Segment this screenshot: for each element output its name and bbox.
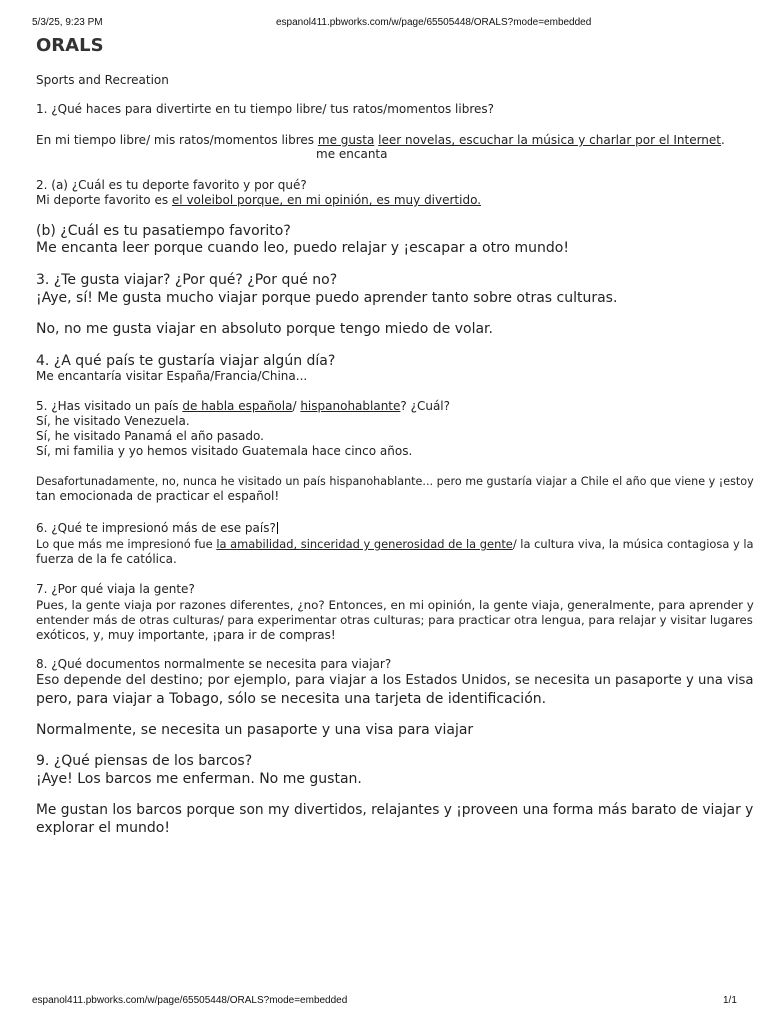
q5-answer-negative-line2: tan emocionada de practicar el español! <box>36 489 280 503</box>
q8-answer-normal: Normalmente, se necesita un pasaporte y una visa para viajar <box>36 722 474 738</box>
q9-answer-negative: ¡Aye! Los barcos me enferman. No me gustan. <box>36 771 362 787</box>
q7-answer-line1: Pues, la gente viaja por razones diferentes, ¿no? Entonces, en mi opinión, la gente viaja, generalmente, para aprender y <box>36 598 754 612</box>
text-cursor <box>277 522 278 534</box>
q3-answer-yes: ¡Aye, sí! Me gusta mucho viajar porque puedo aprender tanto sobre otras culturas. <box>36 290 618 306</box>
q1-question: 1. ¿Qué haces para divertirte en tu tiempo libre/ tus ratos/momentos libres? <box>36 102 494 116</box>
q7-answer-line2: entender más de otras culturas/ para experimentar otras culturas; para practicar otra lengua, para relajar y visitar lugares <box>36 613 753 627</box>
q6-answer-suffix: / la cultura viva, la música contagiosa y la <box>512 537 754 551</box>
q4-question: 4. ¿A qué país te gustaría viajar algún día? <box>36 353 336 369</box>
q3-answer-no: No, no me gusta viajar en absoluto porque tengo miedo de volar. <box>36 321 493 337</box>
q6-answer-prefix: Lo que más me impresionó fue <box>36 537 217 551</box>
q5-question-slash: / <box>292 399 301 413</box>
q1-answer <box>36 133 725 148</box>
q6-question-text: 6. ¿Qué te impresionó más de ese país? <box>36 521 276 535</box>
print-datetime: 5/3/25, 9:23 PM <box>32 17 103 28</box>
q6-answer-underlined: la amabilidad, sinceridad y generosidad de la gente <box>216 537 513 551</box>
print-footer-url: espanol411.pbworks.com/w/page/65505448/ORALS?mode=embedded <box>32 995 348 1006</box>
q9-answer-positive-line2: explorar el mundo! <box>36 820 170 836</box>
print-header-url: espanol411.pbworks.com/w/page/65505448/ORALS?mode=embedded <box>276 17 592 28</box>
q2b-answer: Me encanta leer porque cuando leo, puedo relajar y ¡escapar a otro mundo! <box>36 240 569 256</box>
q6-answer-line2: fuerza de la fe católica. <box>36 552 177 566</box>
q8-question: 8. ¿Qué documentos normalmente se necesita para viajar? <box>36 657 392 671</box>
q2a-answer-prefix: Mi deporte favorito es <box>36 193 172 207</box>
q5-question-prefix: 5. ¿Has visitado un país <box>36 399 183 413</box>
q3-question: 3. ¿Te gusta viajar? ¿Por qué? ¿Por qué no? <box>36 272 338 288</box>
q1-alternative: me encanta <box>316 147 388 161</box>
q5-term-hispanohablante: hispanohablante <box>300 399 401 413</box>
q5-answer-2: Sí, he visitado Panamá el año pasado. <box>36 429 264 443</box>
q2a-answer <box>36 193 481 208</box>
q5-answer-negative-line1: Desafortunadamente, no, nunca he visitado un país hispanohablante... pero me gustaría viajar a Chile el año que viene y ¡estoy <box>36 475 754 488</box>
q6-question <box>36 521 278 536</box>
q5-question-suffix: ? ¿Cuál? <box>400 399 450 413</box>
q2a-question: 2. (a) ¿Cuál es tu deporte favorito y por qué? <box>36 178 307 192</box>
q5-answer-3: Sí, mi familia y yo hemos visitado Guatemala hace cinco años. <box>36 444 413 458</box>
q6-answer-line1 <box>36 537 754 552</box>
print-page-number: 1/1 <box>723 995 737 1006</box>
q1-answer-activities: leer novelas, escuchar la música y charlar por el Internet <box>378 133 721 147</box>
q1-answer-prefix: En mi tiempo libre/ mis ratos/momentos libres <box>36 133 318 147</box>
page-title: ORALS <box>36 35 104 56</box>
q5-term-spanish-speaking: de habla española <box>182 399 293 413</box>
q1-answer-period: . <box>721 133 725 147</box>
q5-question <box>36 399 450 414</box>
q7-answer-line3: exóticos, y, muy importante, ¡para ir de compras! <box>36 628 336 642</box>
section-subtitle: Sports and Recreation <box>36 73 169 87</box>
q4-answer: Me encantaría visitar España/Francia/China... <box>36 369 308 383</box>
q1-answer-verb: me gusta <box>317 133 375 147</box>
q2b-question: (b) ¿Cuál es tu pasatiempo favorito? <box>36 223 291 239</box>
q2a-answer-underlined: el voleibol porque, en mi opinión, es muy divertido. <box>171 193 482 207</box>
q7-question: 7. ¿Por qué viaja la gente? <box>36 582 195 596</box>
q8-answer-line2: pero, para viajar a Tobago, sólo se necesita una tarjeta de identificación. <box>36 691 547 707</box>
q5-answer-1: Sí, he visitado Venezuela. <box>36 414 190 428</box>
q8-answer-line1: Eso depende del destino; por ejemplo, para viajar a los Estados Unidos, se necesita un pasaporte y una visa <box>36 673 754 688</box>
q9-answer-positive-line1: Me gustan los barcos porque son my divertidos, relajantes y ¡proveen una forma más barato de viajar y <box>36 802 754 818</box>
q9-question: 9. ¿Qué piensas de los barcos? <box>36 753 253 769</box>
